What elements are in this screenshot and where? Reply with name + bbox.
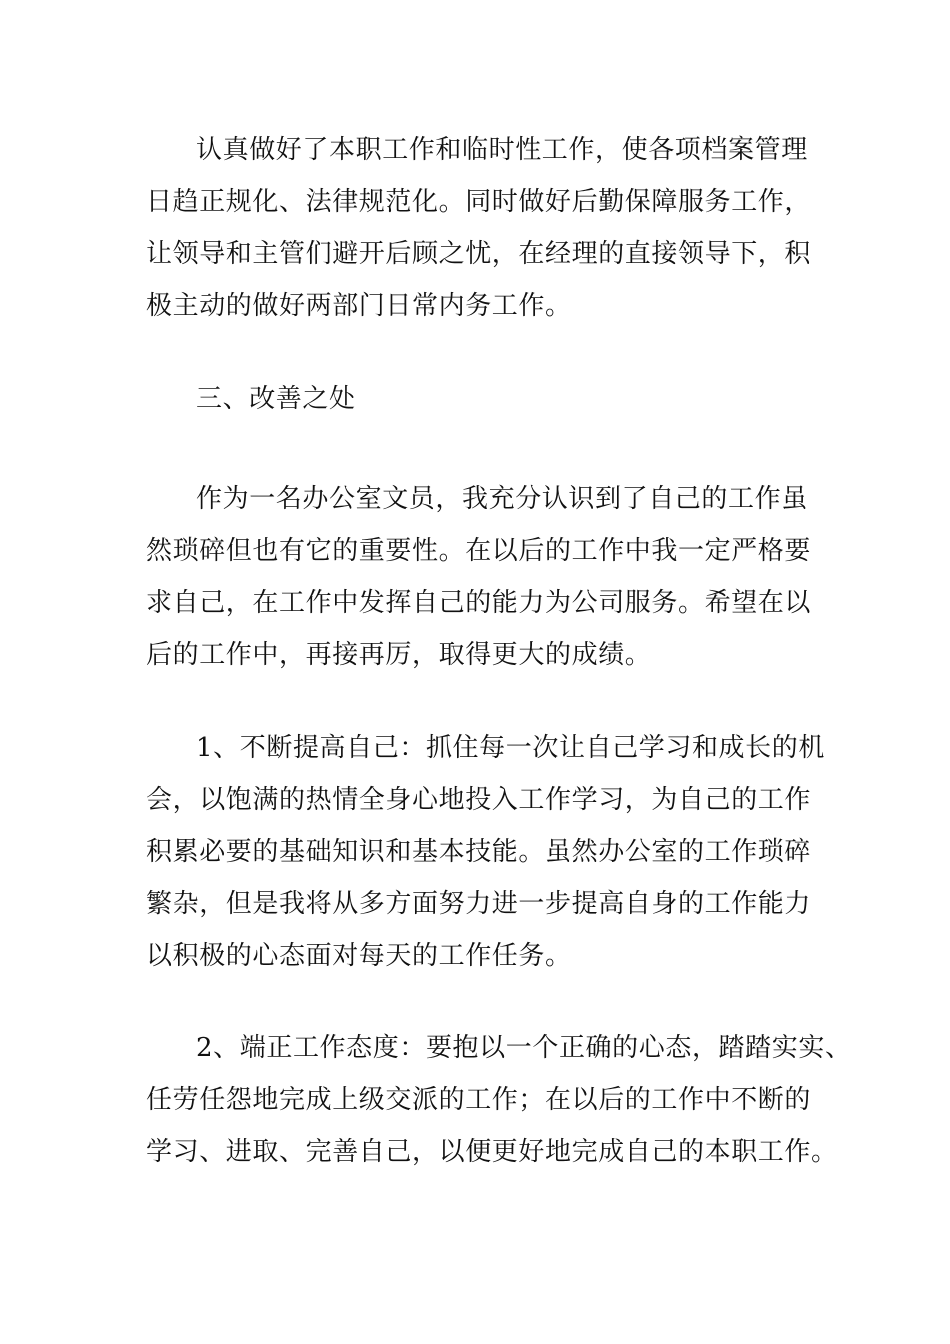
- paragraph-line: 会，以饱满的热情全身心地投入工作学习，为自己的工作: [146, 785, 812, 815]
- paragraph-item-1: [146, 722, 836, 982]
- paragraph-line: 任劳任怨地完成上级交派的工作；在以后的工作中不断的: [146, 1085, 812, 1115]
- paragraph-improvement-intro: [146, 473, 836, 681]
- paragraph-line: 求自己，在工作中发挥自己的能力为公司服务。希望在以: [146, 588, 812, 618]
- paragraph-line: 学习、进取、完善自己，以便更好地完成自己的本职工作。: [146, 1137, 838, 1167]
- paragraph-work-summary: [146, 124, 836, 332]
- paragraph-item-2: [146, 1022, 852, 1178]
- paragraph-line: 日趋正规化、法律规范化。同时做好后勤保障服务工作，: [146, 187, 812, 217]
- paragraph-line: 让领导和主管们避开后顾之忧，在经理的直接领导下，积: [146, 239, 812, 269]
- paragraph-line: 极主动的做好两部门日常内务工作。: [146, 291, 572, 321]
- paragraph-line: 繁杂，但是我将从多方面努力进一步提高自身的工作能力: [146, 889, 812, 919]
- paragraph-line: 后的工作中，再接再厉，取得更大的成绩。: [146, 640, 652, 670]
- paragraph-line: 2、端正工作态度：要抱以一个正确的心态，踏踏实实、: [196, 1033, 852, 1063]
- paragraph-line: 积累必要的基础知识和基本技能。虽然办公室的工作琐碎: [146, 837, 812, 867]
- section-heading: 三、改善之处: [196, 384, 356, 414]
- paragraph-line: 以积极的心态面对每天的工作任务。: [146, 941, 572, 971]
- paragraph-line: 然琐碎但也有它的重要性。在以后的工作中我一定严格要: [146, 536, 812, 566]
- paragraph-line: 作为一名办公室文员，我充分认识到了自己的工作虽: [196, 484, 808, 514]
- paragraph-line: 认真做好了本职工作和临时性工作，使各项档案管理: [196, 135, 808, 165]
- paragraph-line: 1、不断提高自己：抓住每一次让自己学习和成长的机: [196, 733, 825, 763]
